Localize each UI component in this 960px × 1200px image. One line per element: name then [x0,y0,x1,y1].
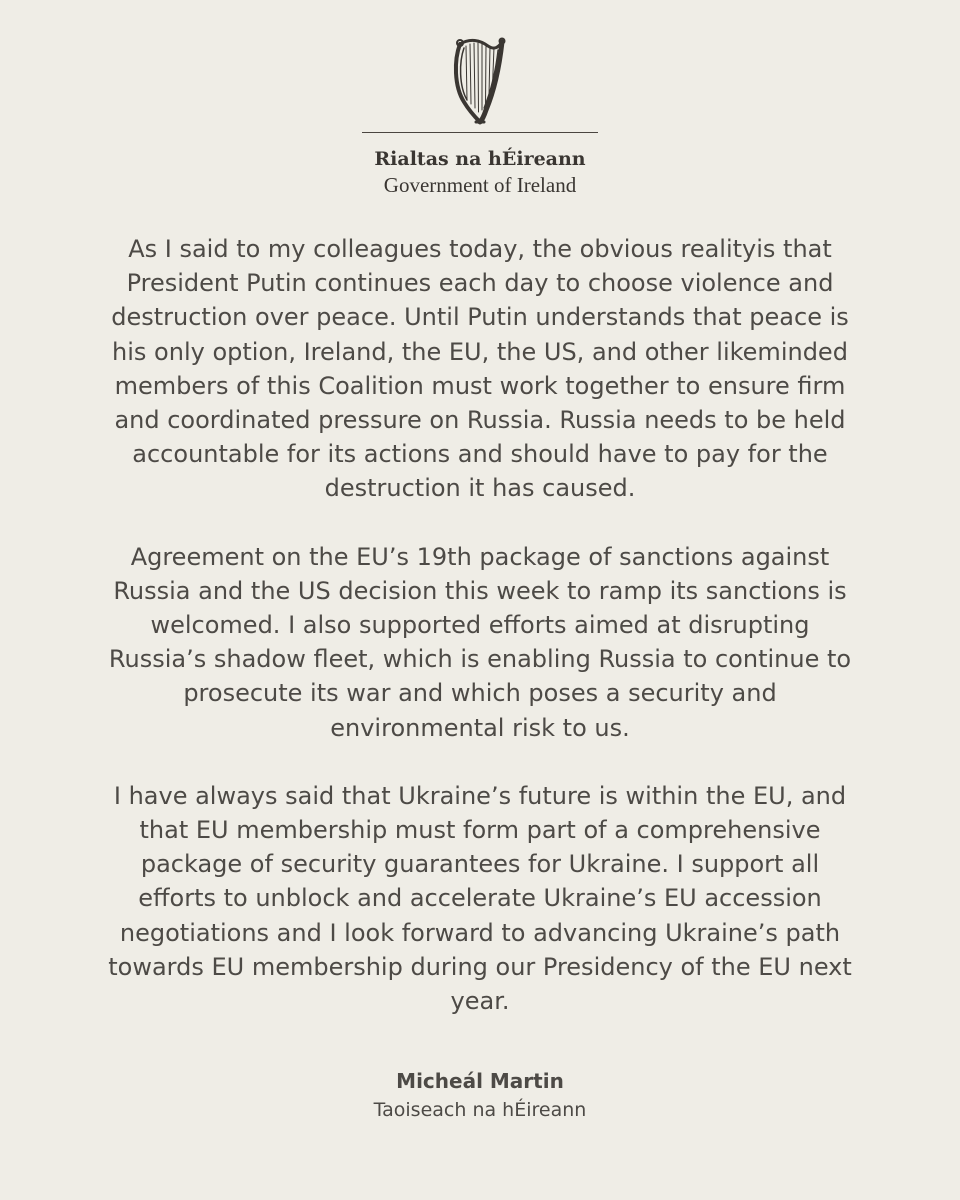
signatory-name: Micheál Martin [396,1069,564,1093]
statement-paragraph: As I said to my colleagues today, the obvious realityis that President Putin continues each day to choose violence and destruction over peace. Until Putin understands that peace is his only option, Ireland, the EU, the US, and other likeminded members of this Coalition must work together to ensure firm and coordinated pressure on Russia. Russia needs to be held accountable for its actions and should have to pay for the destruction it has caused. [111,235,849,503]
harp-icon [440,30,520,130]
government-name-english: Government of Ireland [383,173,577,197]
statement-body [100,232,860,1052]
statement-paragraph: Agreement on the EU’s 19th package of sanctions against Russia and the US decision this week to ramp its sanctions is welcomed. I also supported efforts aimed at disrupting Russia’s shadow fleet, which is enabling Russia to continue to prosecute its war and which poses a security and environmental risk to us. [108,542,852,742]
government-name-irish: Rialtas na hÉireann [374,148,586,170]
signatory-title: Taoiseach na hÉireann [373,1099,587,1121]
statement-paragraph: I have always said that Ukraine’s future is within the EU, and that EU membership must form part of a comprehensive package of security guarantees for Ukraine. I support all efforts to unblock and accelerate Ukraine’s EU accession negotiations and I look forward to advancing Ukraine’s path towards EU membership during our Presidency of the EU next year. [108,781,852,1016]
header-divider [362,132,598,133]
